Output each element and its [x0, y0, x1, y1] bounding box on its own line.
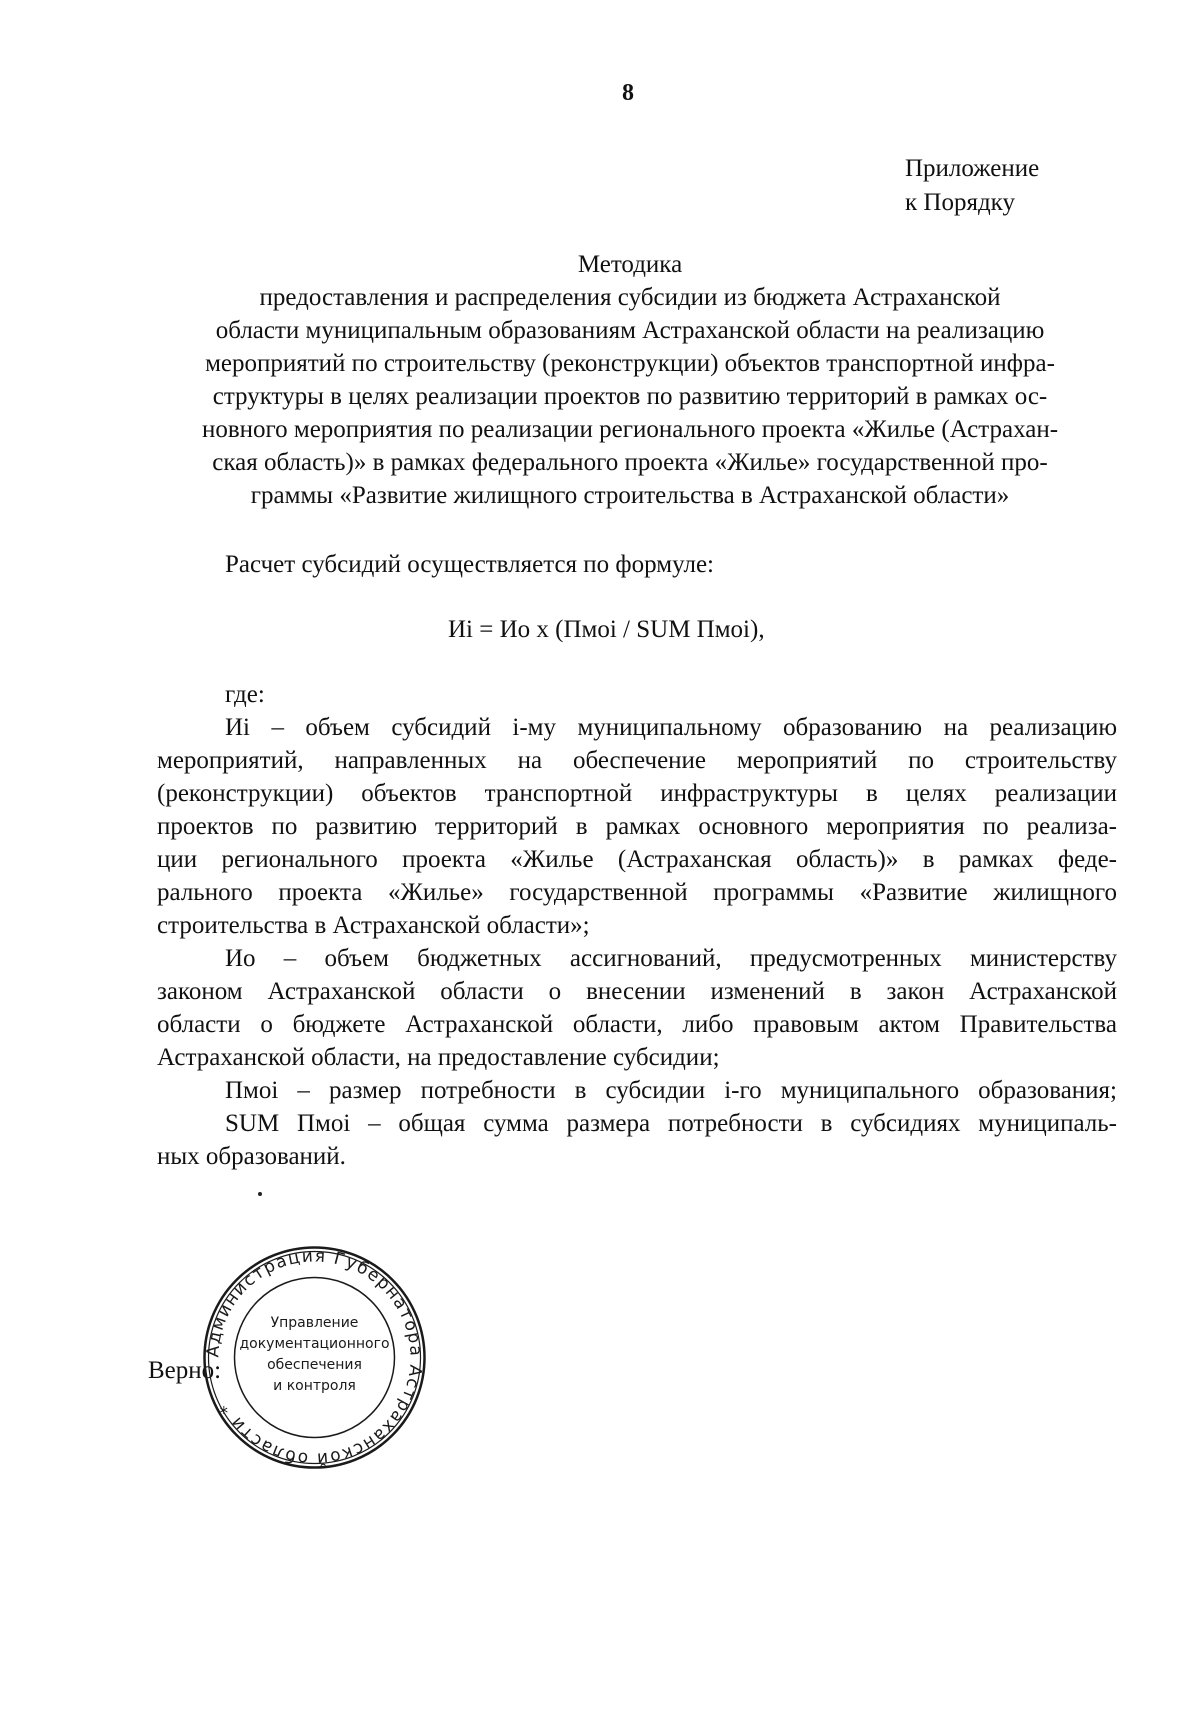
body-line: строительства в Астраханской области»; — [157, 912, 590, 939]
body-line: мероприятий, направленных на обеспечение мероприятий по строительству — [157, 747, 1117, 774]
body-line: области о бюджете Астраханской области, либо правовым актом Правительства — [157, 1011, 1117, 1038]
seal-inner-line: обеспечения — [267, 1357, 362, 1373]
definitions-body — [157, 711, 1117, 1173]
title-line: ская область)» в рамках федерального проекта «Жилье» государственной про- — [212, 449, 1048, 476]
body-line: рального проекта «Жилье» государственной программы «Развитие жилищного — [157, 879, 1117, 906]
body-line: Ио – объем бюджетных ассигнований, предусмотренных министерству — [225, 945, 1117, 972]
stray-dot — [258, 1192, 262, 1196]
body-line: Астраханской области, на предоставление субсидии; — [157, 1044, 720, 1071]
title-line: новного мероприятия по реализации регионального проекта «Жилье (Астрахан- — [201, 416, 1059, 443]
title-line: области муниципальным образованиям Астраханской области на реализацию — [215, 317, 1045, 344]
official-seal-stamp — [202, 1245, 427, 1470]
body-line: проектов по развитию территорий в рамках основного мероприятия по реализа- — [157, 813, 1117, 840]
title-heading: Методика — [577, 251, 683, 278]
where-label: где: — [225, 681, 265, 708]
appendix-note — [905, 152, 1039, 220]
appendix-line-2: к Порядку — [905, 189, 1015, 216]
document-title — [140, 248, 1120, 512]
seal-outer-text: Администрация Губернатора Астраханской области * — [203, 1246, 426, 1469]
body-line: ных образований. — [157, 1143, 346, 1170]
title-line: граммы «Развитие жилищного строительства в Астраханской области» — [250, 482, 1010, 509]
body-line: (реконструкции) объектов транспортной инфраструктуры в целях реализации — [157, 780, 1117, 807]
body-line: Иi – объем субсидий i-му муниципальному образованию на реализацию — [225, 714, 1117, 741]
verno-label: Верно: — [148, 1357, 222, 1384]
body-line: Пмоi – размер потребности в субсидии i-го муниципального образования; — [225, 1077, 1117, 1104]
formula: Иi = Ио x (Пмоi / SUM Пмоi), — [448, 616, 765, 643]
body-line: законом Астраханской области о внесении изменений в закон Астраханской — [157, 978, 1117, 1005]
seal-inner-line: документационного — [239, 1336, 390, 1352]
formula-intro: Расчет субсидий осуществляется по формуле: — [225, 551, 714, 578]
appendix-line-1: Приложение — [905, 155, 1040, 182]
title-line: структуры в целях реализации проектов по развитию территорий в рамках ос- — [212, 383, 1048, 410]
seal-inner-line: и контроля — [273, 1378, 356, 1394]
seal-inner-line: Управление — [270, 1315, 359, 1331]
title-line: предоставления и распределения субсидии из бюджета Астраханской — [259, 284, 1001, 311]
title-line: мероприятий по строительству (реконструкции) объектов транспортной инфра- — [205, 350, 1055, 377]
body-line: ции регионального проекта «Жилье (Астраханская область)» в рамках феде- — [157, 846, 1117, 873]
page-number: 8 — [622, 80, 634, 106]
body-line: SUM Пмоi – общая сумма размера потребности в субсидиях муниципаль- — [225, 1110, 1117, 1137]
